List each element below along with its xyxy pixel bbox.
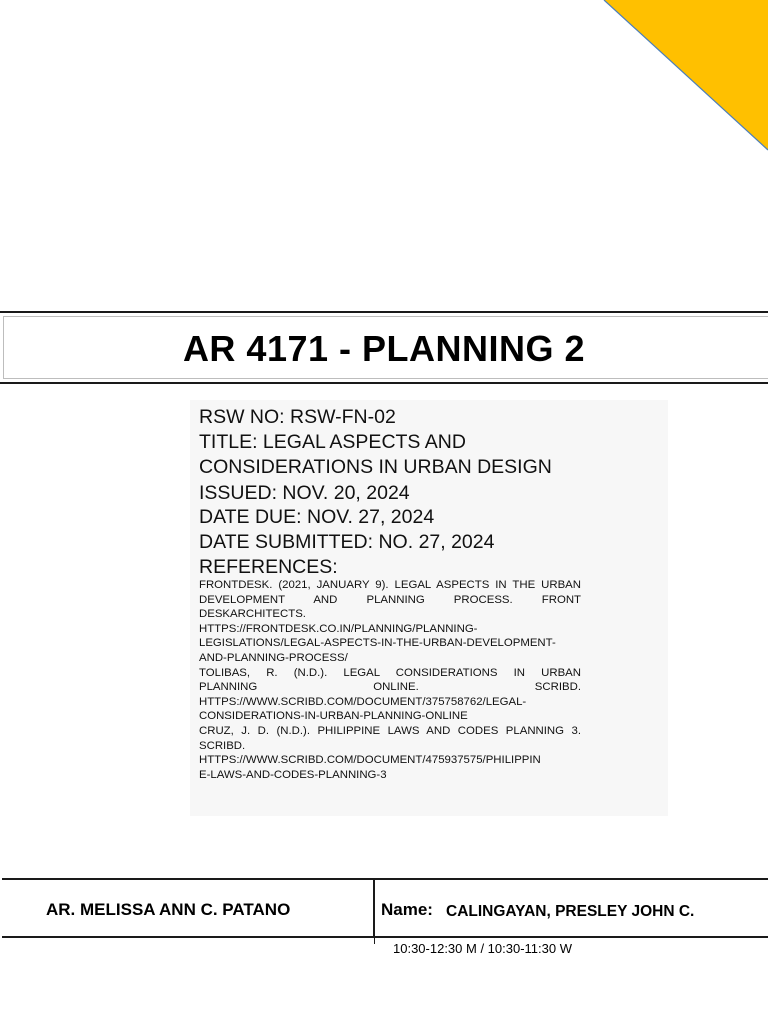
student-name-label: Name:: [381, 900, 433, 919]
student-name: CALINGAYAN, PRESLEY JOHN C.: [446, 903, 695, 920]
rsw-number: RSW NO: RSW-FN-02: [199, 406, 396, 428]
reference-line: E-LAWS-AND-CODES-PLANNING-3: [199, 769, 387, 781]
reference-line: HTTPS://FRONTDESK.CO.IN/PLANNING/PLANNING-: [199, 623, 478, 635]
instructor-name: AR. MELISSA ANN C. PATANO: [46, 900, 291, 919]
issued-date: ISSUED: NOV. 20, 2024: [199, 482, 410, 504]
title-line-2: CONSIDERATIONS IN URBAN DESIGN: [199, 456, 552, 478]
reference-line: CRUZ, J. D. (N.D.). PHILIPPINE LAWS AND CODES PLANNING 3.: [199, 725, 581, 737]
reference-line: PLANNING ONLINE. SCRIBD.: [199, 681, 581, 693]
reference-line: CONSIDERATIONS-IN-URBAN-PLANNING-ONLINE: [199, 710, 468, 722]
reference-line: AND-PLANNING-PROCESS/: [199, 652, 348, 664]
footer-divider: [373, 880, 375, 938]
footer-divider-tick: [374, 938, 375, 944]
due-date: DATE DUE: NOV. 27, 2024: [199, 506, 435, 528]
reference-line: DESKARCHITECTS.: [199, 608, 306, 620]
class-schedule: 10:30-12:30 M / 10:30-11:30 W: [393, 941, 572, 956]
submitted-date: DATE SUBMITTED: NO. 27, 2024: [199, 531, 495, 553]
reference-line: HTTPS://WWW.SCRIBD.COM/DOCUMENT/375758762/LEGAL-: [199, 696, 527, 708]
references-heading: REFERENCES:: [199, 556, 338, 578]
reference-line: TOLIBAS, R. (N.D.). LEGAL CONSIDERATIONS IN URBAN: [199, 667, 581, 679]
course-title: AR 4171 - PLANNING 2: [182, 328, 586, 369]
reference-line: FRONTDESK. (2021, JANUARY 9). LEGAL ASPECTS IN THE URBAN: [199, 579, 581, 591]
title-line-1: TITLE: LEGAL ASPECTS AND: [199, 431, 466, 453]
reference-line: SCRIBD.: [199, 740, 246, 752]
reference-line: LEGISLATIONS/LEGAL-ASPECTS-IN-THE-URBAN-DEVELOPMENT-: [199, 637, 556, 649]
reference-line: HTTPS://WWW.SCRIBD.COM/DOCUMENT/475937575/PHILIPPIN: [199, 754, 541, 766]
corner-accent-triangle: [0, 0, 768, 160]
reference-line: DEVELOPMENT AND PLANNING PROCESS. FRONT: [199, 594, 581, 606]
